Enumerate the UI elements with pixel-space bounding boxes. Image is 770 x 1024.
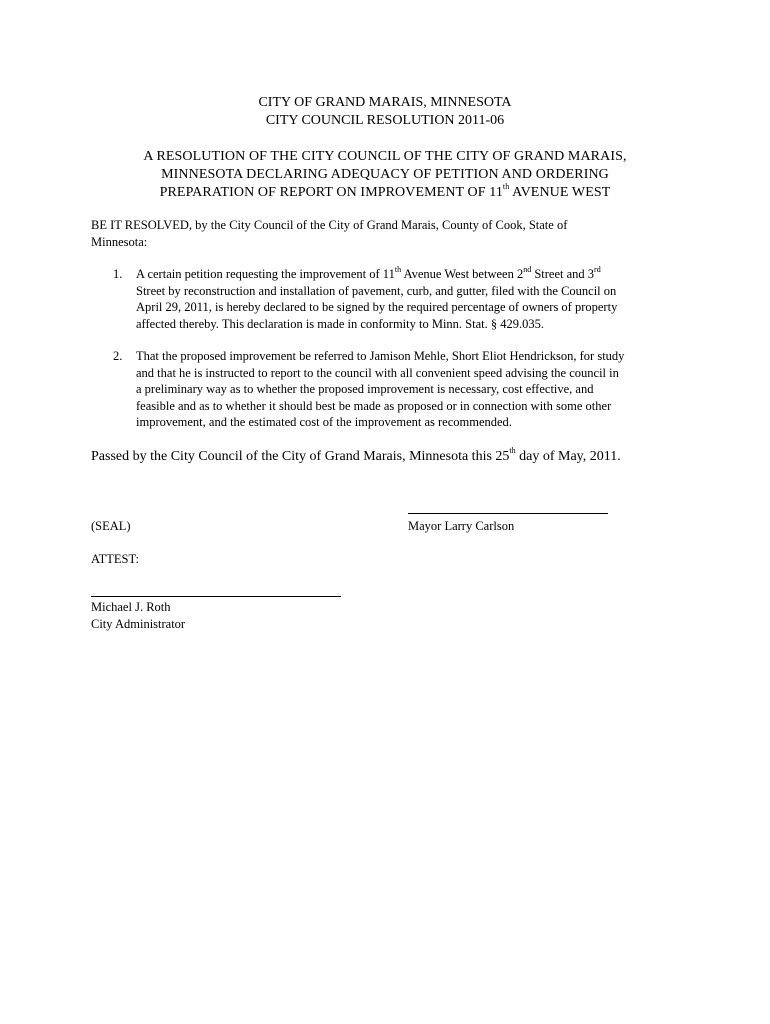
item-1-line-1-c: Street and 3 — [531, 267, 595, 281]
administrator-title: City Administrator — [91, 617, 186, 631]
item-1-line-1-a: A certain petition requesting the improvement of 11 — [136, 267, 395, 281]
list-item-2 — [91, 348, 671, 434]
passed-post: day of May, 2011. — [515, 449, 621, 464]
resolution-number: CITY COUNCIL RESOLUTION 2011-06 — [265, 113, 505, 128]
list-item-number: 2. — [113, 349, 123, 363]
title-line-3-pre: PREPARATION OF REPORT ON IMPROVEMENT OF 11 — [159, 185, 503, 200]
item-1-line-1-b: Avenue West between 2 — [401, 267, 524, 281]
resolution-title-line-3 — [0, 184, 770, 202]
list-item-number: 1. — [113, 267, 123, 281]
item-1-sup-2: nd — [523, 264, 532, 274]
item-1-sup-1: th — [394, 264, 402, 274]
item-1-sup-3: rd — [594, 264, 601, 274]
passed-pre: Passed by the City Council of the City of Grand Marais, Minnesota this 25 — [91, 449, 510, 464]
item-1-line-4: affected thereby. This declaration is made in conformity to Minn. Stat. § 429.035. — [136, 316, 545, 331]
mayor-signature-line — [408, 513, 608, 514]
resolution-title-line-2: MINNESOTA DECLARING ADEQUACY OF PETITION AND ORDERING — [161, 167, 609, 182]
item-2-line-2: and that he is instructed to report to the council with all convenient speed advising the council in — [136, 365, 619, 380]
resolution-title-line-1: A RESOLUTION OF THE CITY COUNCIL OF THE CITY OF GRAND MARAIS, — [143, 149, 627, 164]
mayor-name: Mayor Larry Carlson — [408, 519, 515, 533]
title-line-3-post: AVENUE WEST — [509, 185, 611, 200]
item-1-line-2: Street by reconstruction and installation of pavement, curb, and gutter, filed with the Council on — [136, 283, 617, 298]
list-item-1 — [91, 266, 671, 336]
title-line-3-sup: th — [502, 182, 510, 192]
administrator-name: Michael J. Roth — [91, 600, 171, 614]
item-2-line-4: feasible and as to whether it should best be made as proposed or in connection with some other — [136, 398, 612, 413]
item-2-line-1: That the proposed improvement be referred to Jamison Mehle, Short Eliot Hendrickson, for study — [136, 349, 625, 363]
list-item-text — [136, 348, 671, 431]
seal-label: (SEAL) — [91, 519, 131, 533]
item-2-line-3: a preliminary way as to whether the proposed improvement is necessary, cost effective, and — [136, 382, 594, 396]
attest-label: ATTEST: — [91, 552, 139, 566]
city-heading: CITY OF GRAND MARAIS, MINNESOTA — [258, 95, 512, 110]
list-item-text — [136, 266, 671, 332]
passed-sup: th — [509, 446, 516, 456]
passed-statement — [91, 448, 621, 466]
item-1-line-3: April 29, 2011, is hereby declared to be signed by the required percentage of owners of property — [136, 300, 618, 314]
intro-line-1: BE IT RESOLVED, by the City Council of the City of Grand Marais, County of Cook, State of — [91, 218, 568, 232]
administrator-signature-line — [91, 596, 341, 597]
intro-line-2: Minnesota: — [91, 235, 148, 249]
item-2-line-5: improvement, and the estimated cost of the improvement as recommended. — [136, 415, 512, 429]
item-1-line-1 — [136, 266, 671, 283]
